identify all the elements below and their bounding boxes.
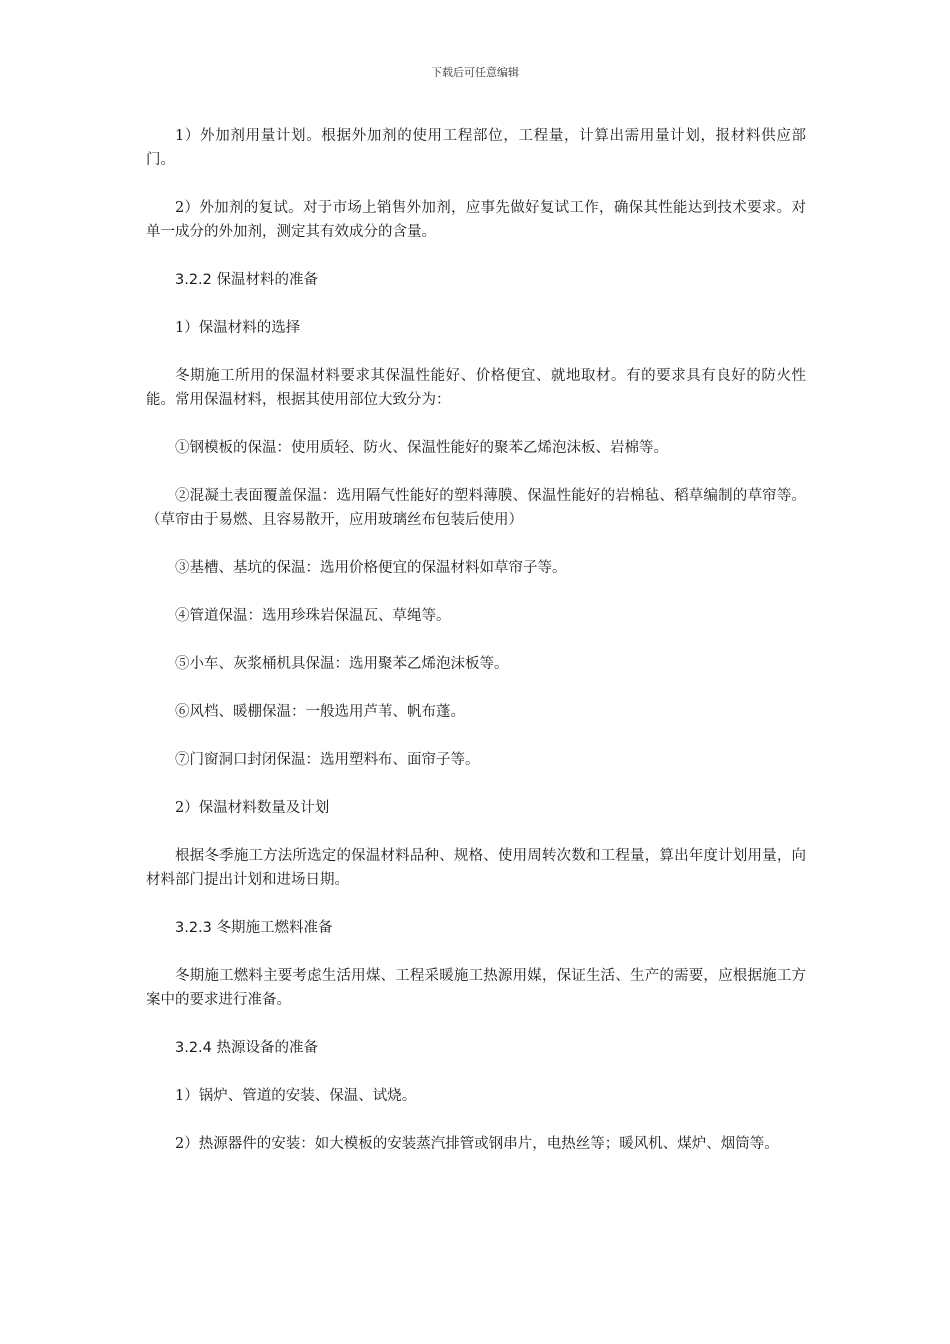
section-heading: 3.2.3 冬期施工燃料准备 [175, 920, 333, 936]
paragraph: 根据冬季施工方法所选定的保温材料品种、规格、使用周转次数和工程量，算出年度计划用量，向材料部门提出计划和进场日期。 [146, 848, 806, 888]
list-item: ⑥风档、暖棚保温：一般选用芦苇、帆布蓬。 [175, 704, 465, 720]
paragraph: 2）热源器件的安装：如大模板的安装蒸汽排管或钢串片，电热丝等；暖风机、煤炉、烟筒等。 [175, 1136, 779, 1152]
subheading: 1）锅炉、管道的安装、保温、试烧。 [175, 1088, 417, 1104]
list-item: ④管道保温：选用珍珠岩保温瓦、草绳等。 [175, 608, 451, 624]
list-item: ⑦门窗洞口封闭保温：选用塑料布、面帘子等。 [175, 752, 480, 768]
subheading: 1）保温材料的选择 [175, 320, 301, 336]
paragraph: 冬期施工所用的保温材料要求其保温性能好、价格便宜、就地取材。有的要求具有良好的防火性能。常用保温材料，根据其使用部位大致分为： [146, 368, 806, 408]
paragraph: 1）外加剂用量计划。根据外加剂的使用工程部位，工程量，计算出需用量计划，报材料供应部门。 [146, 128, 806, 168]
list-item: ①钢模板的保温：使用质轻、防火、保温性能好的聚苯乙烯泡沫板、岩棉等。 [175, 440, 668, 456]
page-header: 下载后可任意编辑 [431, 66, 519, 79]
list-item: ⑤小车、灰浆桶机具保温：选用聚苯乙烯泡沫板等。 [175, 656, 509, 672]
section-heading: 3.2.2 保温材料的准备 [175, 272, 319, 288]
document-body [146, 124, 806, 1156]
list-item: ③基槽、基坑的保温：选用价格便宜的保温材料如草帘子等。 [175, 560, 567, 576]
paragraph: 2）外加剂的复试。对于市场上销售外加剂，应事先做好复试工作，确保其性能达到技术要求。对单一成分的外加剂，测定其有效成分的含量。 [146, 200, 806, 240]
section-heading: 3.2.4 热源设备的准备 [175, 1040, 319, 1056]
list-item: ②混凝土表面覆盖保温：选用隔气性能好的塑料薄膜、保温性能好的岩棉毡、稻草编制的草帘等。（草帘由于易燃、且容易散开，应用玻璃丝布包装后使用） [146, 488, 806, 528]
paragraph: 冬期施工燃料主要考虑生活用煤、工程采暖施工热源用媒，保证生活、生产的需要，应根据施工方案中的要求进行准备。 [146, 968, 806, 1008]
subheading: 2）保温材料数量及计划 [175, 800, 330, 816]
